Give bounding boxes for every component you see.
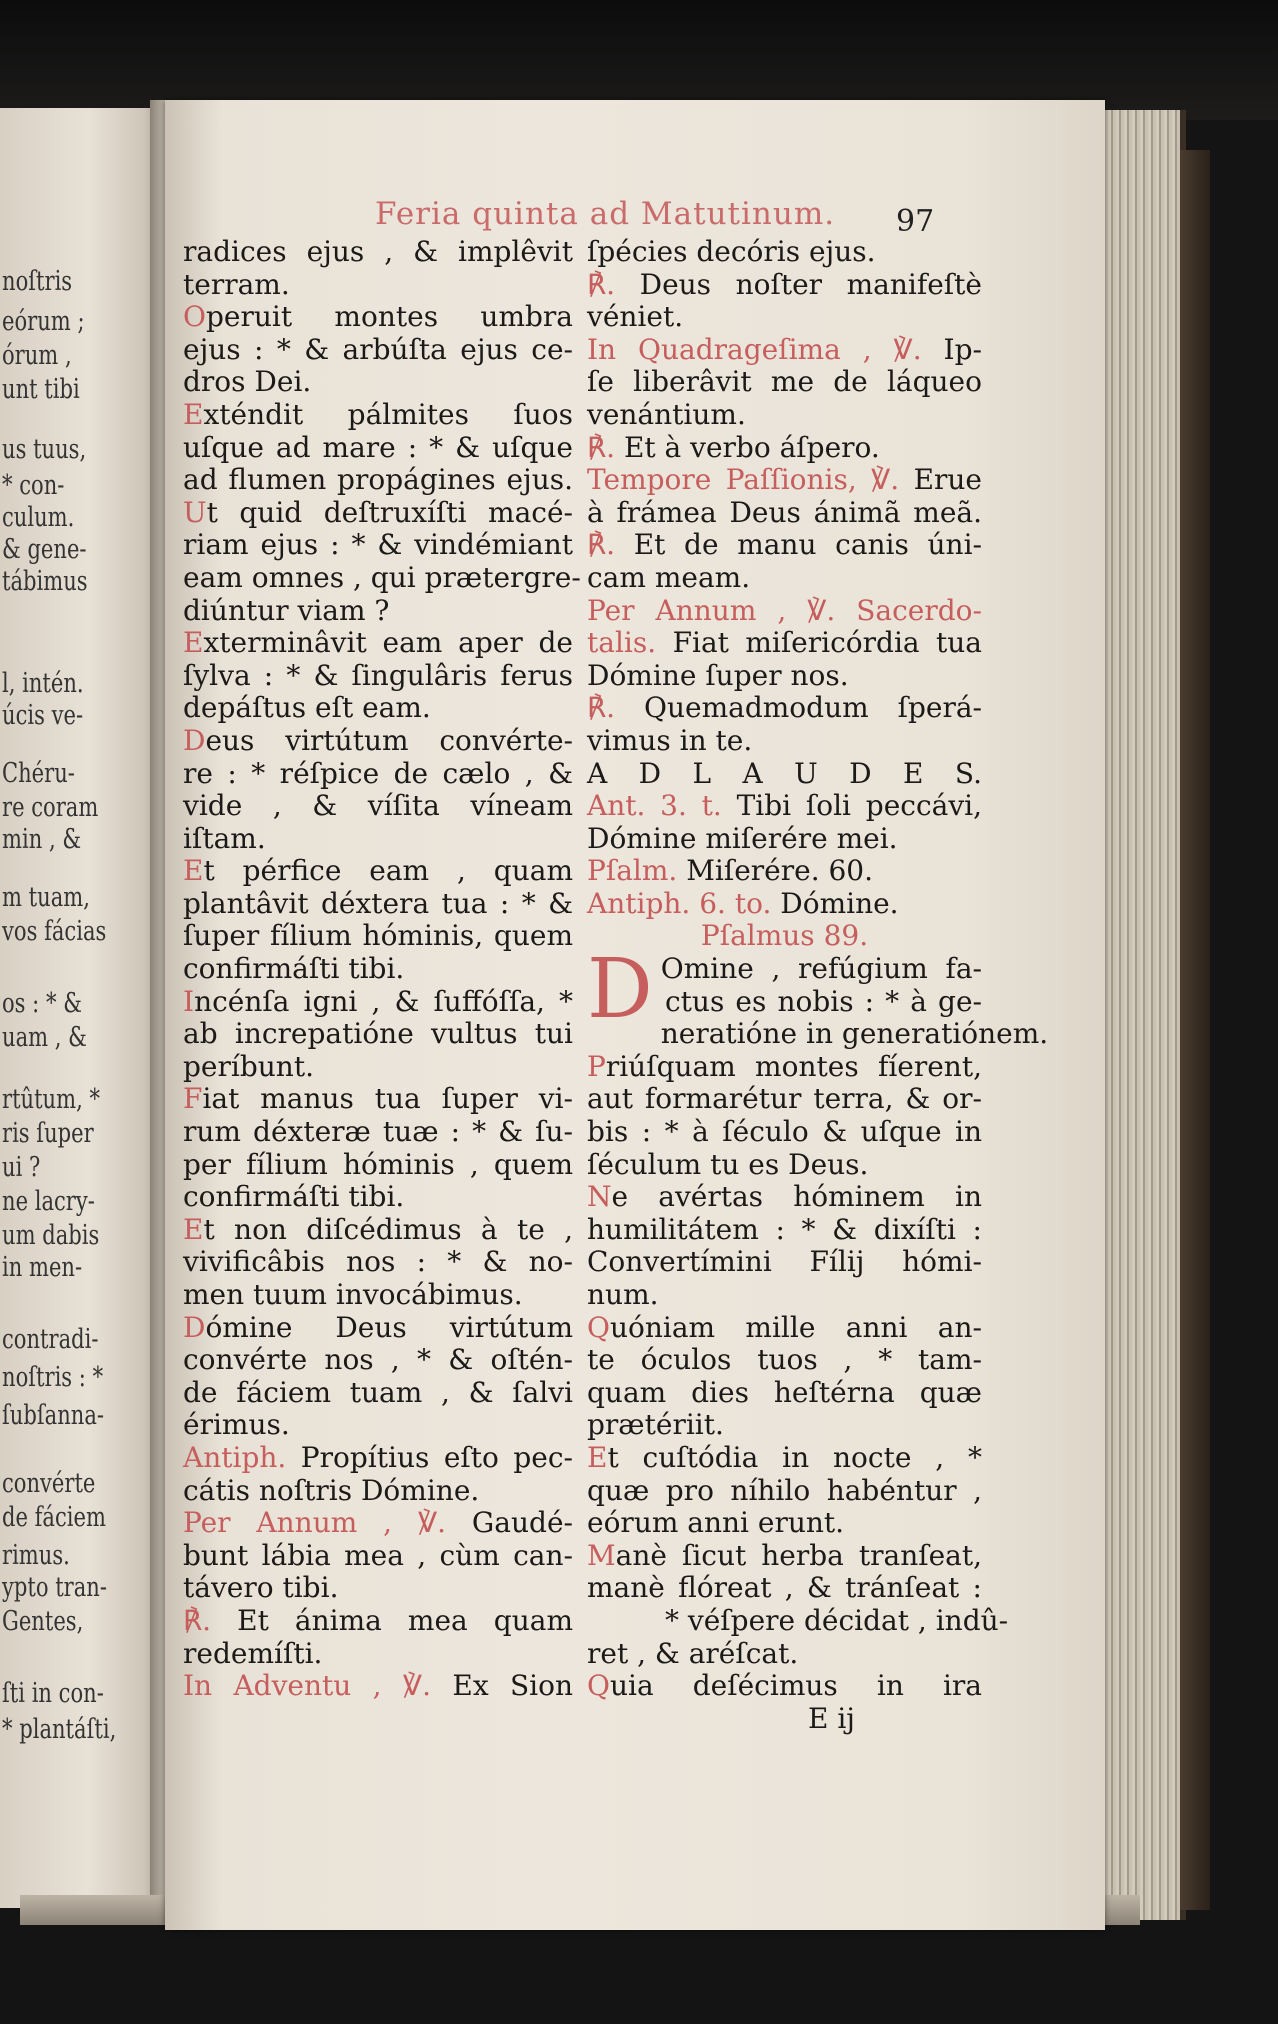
- page-number: 97: [896, 204, 935, 239]
- line-text: ejus : * & arbúſta ejus ce-: [183, 332, 573, 366]
- initial-letter: O: [183, 300, 206, 334]
- line-text: e avértas hóminem in: [611, 1180, 982, 1214]
- text-line: [183, 1181, 573, 1214]
- text-line: [183, 1605, 573, 1638]
- text-line: [183, 1279, 573, 1312]
- line-text: vivificâbis nos : * & no-: [183, 1245, 573, 1279]
- text-line: [587, 464, 982, 497]
- left-page-fragment: úcis ve-: [2, 700, 84, 731]
- text-line: [587, 529, 982, 562]
- text-line: [587, 855, 982, 888]
- text-line: [183, 236, 573, 269]
- text-line: [183, 1540, 573, 1573]
- text-line: [183, 920, 573, 953]
- book-cover: [1180, 150, 1210, 1910]
- line-text: ómine Deus virtútum: [205, 1310, 573, 1344]
- line-text: redemíſti.: [183, 1636, 323, 1670]
- left-page-fragment: convérte: [2, 1468, 96, 1499]
- rubric: ℟.: [587, 528, 616, 562]
- text-line: [183, 529, 573, 562]
- line-text: iat manus tua ſuper vi-: [202, 1082, 573, 1116]
- text-line: [183, 1149, 573, 1182]
- line-text: cátis noſtris Dómine.: [183, 1473, 480, 1507]
- rubric: Antiph.: [183, 1440, 287, 1474]
- line-text: riúſquam montes fíerent,: [605, 1049, 982, 1083]
- text-line: [183, 1312, 573, 1345]
- text-line: [183, 1083, 573, 1116]
- left-page-fragment: rtûtum, *: [2, 1084, 101, 1115]
- left-page-fragment: de fáciem: [2, 1502, 106, 1533]
- text-line: [183, 725, 573, 758]
- text-line: [183, 1475, 573, 1508]
- left-page-fragment: in men-: [2, 1252, 83, 1283]
- line-text: Ex Sion: [452, 1669, 573, 1703]
- text-line: [183, 953, 573, 986]
- text-line: [587, 1638, 982, 1671]
- left-page-fragment: ne lacry-: [2, 1186, 95, 1217]
- text-line: [587, 1116, 982, 1149]
- text-line: [587, 1149, 982, 1182]
- text-line: [587, 269, 982, 302]
- line-text: neratióne in generatiónem.: [660, 1017, 1049, 1051]
- line-text: peruit montes umbra: [205, 300, 573, 334]
- left-page-fragment: eórum ;: [2, 306, 85, 337]
- left-page-fragment: os : * &: [2, 988, 82, 1019]
- line-text: t quid deſtruxíſti macé-: [206, 495, 573, 529]
- rubric: Antiph. 6. to.: [587, 886, 772, 920]
- running-head: Feria quinta ad Matutinum.: [375, 196, 836, 232]
- drop-capital: D: [587, 942, 653, 1038]
- line-text: rum déxteræ tuæ : * & ſu-: [183, 1115, 573, 1149]
- text-line: [587, 823, 982, 856]
- text-line: [183, 1246, 573, 1279]
- text-line: [587, 366, 982, 399]
- line-text: períbunt.: [183, 1049, 314, 1083]
- text-line: [183, 660, 573, 693]
- line-text: quam dies heſtérna quæ: [587, 1375, 982, 1409]
- text-line: [183, 823, 573, 856]
- line-text: Et à verbo áſpero.: [623, 430, 880, 464]
- left-page-fragment: rimus.: [2, 1540, 70, 1571]
- line-text: confirmáſti tibi.: [183, 952, 405, 986]
- initial-letter: N: [587, 1180, 612, 1214]
- left-page-fragment: culum.: [2, 502, 75, 533]
- text-line: [183, 1670, 573, 1703]
- text-line: [183, 464, 573, 497]
- line-text: vimus in te.: [587, 723, 753, 757]
- text-line: [183, 1409, 573, 1442]
- initial-letter: E: [183, 397, 204, 431]
- text-line: [587, 562, 982, 595]
- left-page-fragment: ypto tran-: [2, 1572, 107, 1603]
- signature-mark: E ij: [808, 1702, 855, 1735]
- rubric: ℟.: [587, 691, 616, 725]
- line-text: convérte nos , * & oſtén-: [183, 1343, 573, 1377]
- text-line: [183, 301, 573, 334]
- text-line: [587, 1442, 982, 1475]
- rubric: ℟.: [587, 267, 616, 301]
- text-line: [587, 399, 982, 432]
- initial-letter: U: [183, 495, 207, 529]
- left-page-fragment: l, intén.: [2, 668, 84, 699]
- line-text: uſque ad mare : * & uſque: [183, 430, 573, 464]
- left-page-fragment: tábimus: [2, 566, 88, 597]
- text-line: [587, 236, 982, 269]
- line-text: à frámea Deus ánimã meã.: [587, 495, 982, 529]
- line-text: quæ pro níhilo habéntur ,: [587, 1473, 982, 1507]
- line-text: Propítius eſto pec-: [300, 1440, 573, 1474]
- text-line: [183, 888, 573, 921]
- line-text: ſe liberâvit me de láqueo: [587, 365, 982, 399]
- line-text: Dómine.: [780, 886, 899, 920]
- line-text: eórum anni erunt.: [587, 1506, 845, 1540]
- line-text: t non diſcédimus à te ,: [203, 1212, 573, 1246]
- line-text: A D L A U D E S.: [587, 756, 982, 790]
- text-line: [587, 1051, 982, 1084]
- text-line: [183, 1214, 573, 1247]
- text-line: [183, 790, 573, 823]
- rubric: ℟.: [183, 1603, 212, 1637]
- line-text: eus virtútum convérte-: [205, 723, 573, 757]
- left-page-fragment: ſti in con-: [2, 1678, 104, 1709]
- text-line: [183, 1344, 573, 1377]
- line-text: radices ejus , & implêvit: [183, 235, 573, 268]
- initial-letter: Q: [587, 1669, 610, 1703]
- text-line: [183, 1442, 573, 1475]
- text-line: [183, 1116, 573, 1149]
- line-text: terram.: [183, 267, 290, 301]
- line-text: aut formarétur terra, & or-: [587, 1082, 982, 1116]
- text-line: [183, 1507, 573, 1540]
- line-text: xténdit pálmites ſuos: [203, 397, 573, 431]
- text-line: [183, 1051, 573, 1084]
- text-line: [587, 1214, 982, 1247]
- text-line: [183, 432, 573, 465]
- line-text: Tibi ſoli peccávi,: [736, 789, 982, 823]
- text-line: [587, 1540, 982, 1573]
- line-text: confirmáſti tibi.: [183, 1180, 405, 1214]
- line-text: venántium.: [587, 397, 746, 431]
- line-text: men tuum invocábimus.: [183, 1278, 523, 1311]
- rubric: ℟.: [587, 430, 616, 464]
- line-text: eam omnes , qui prætergre-: [183, 560, 581, 594]
- text-line: [587, 790, 982, 823]
- text-line: [183, 560, 581, 595]
- line-text: re : * réſpice de cælo , &: [183, 756, 573, 790]
- text-line: [587, 660, 982, 693]
- left-page-fragment: re coram: [2, 792, 99, 823]
- line-text: érimus.: [183, 1408, 290, 1442]
- line-text: per fílium hóminis , quem: [183, 1147, 573, 1181]
- line-text: manè flóreat , & tránſeat :: [587, 1571, 982, 1605]
- text-line: [183, 1572, 573, 1605]
- line-text: uóniam mille anni an-: [609, 1310, 982, 1344]
- text-line: [587, 692, 982, 725]
- line-text: ctus es nobis : * à ge-: [665, 984, 982, 1018]
- text-line: [183, 1018, 573, 1051]
- initial-letter: P: [587, 1049, 606, 1083]
- line-text: Erue: [913, 463, 982, 497]
- line-text: ad flumen propágines ejus.: [183, 463, 573, 497]
- line-text: Ip-: [943, 332, 982, 366]
- line-text: ncénſa igni , & ſuffóſſa, *: [194, 984, 573, 1018]
- text-line: [183, 1638, 573, 1671]
- line-text: depáſtus eſt eam.: [183, 691, 431, 725]
- left-page-fragment: noſtris: [2, 266, 73, 297]
- line-text: Gaudé-: [471, 1506, 573, 1540]
- text-line: [587, 1181, 982, 1214]
- text-line: [587, 1409, 982, 1442]
- rubric: Pſalm.: [587, 854, 678, 888]
- line-text: ret , & aréſcat.: [587, 1636, 799, 1670]
- left-page-fragment: * plantáſti,: [2, 1714, 117, 1745]
- rubric: In Adventu , ℣.: [183, 1669, 431, 1703]
- line-text: Et de manu canis úni-: [633, 528, 983, 562]
- line-text: Convertímini Fílij hómi-: [587, 1245, 982, 1279]
- line-text: de fáciem tuam , & ſalvi: [183, 1375, 573, 1409]
- text-line: [587, 1246, 982, 1279]
- line-text: Dómine ſuper nos.: [587, 658, 849, 692]
- line-text: bis : * à ſéculo & uſque in: [587, 1115, 982, 1149]
- left-page-fragment: m tuam,: [2, 882, 90, 913]
- line-text: prætériit.: [587, 1408, 724, 1442]
- text-line: [587, 1083, 982, 1116]
- text-line: [183, 758, 573, 791]
- line-text: dros Dei.: [183, 365, 312, 399]
- line-text: távero tibi.: [183, 1571, 339, 1605]
- line-text: Fiat miſericórdia tua: [672, 626, 982, 660]
- rubric: Per Annum , ℣.: [183, 1506, 447, 1540]
- initial-letter: E: [183, 1212, 204, 1246]
- rubric: Per Annum , ℣. Sacerdo-: [587, 593, 982, 627]
- initial-letter: I: [183, 984, 195, 1018]
- left-page-fragment: & gene-: [2, 534, 87, 565]
- left-page-fragment: Chéru-: [2, 758, 75, 789]
- line-text: ſuper fílium hóminis, quem: [183, 919, 573, 953]
- rubric: In Quadrageſima , ℣.: [587, 332, 922, 366]
- text-line: [587, 1312, 982, 1345]
- initial-letter: F: [183, 1082, 203, 1116]
- line-text: Miſerére. 60.: [686, 854, 874, 888]
- text-line: [587, 1572, 982, 1605]
- initial-letter: D: [183, 1310, 206, 1344]
- text-line: [183, 692, 573, 725]
- text-line: [587, 725, 982, 758]
- rubric: Pſalmus 89.: [700, 919, 869, 953]
- text-line: [587, 301, 982, 334]
- line-text: ſéculum tu es Deus.: [587, 1147, 869, 1181]
- text-line: [587, 1475, 982, 1508]
- left-page-fragment: órum ,: [2, 340, 72, 371]
- left-page-fragment: ris ſuper: [2, 1118, 94, 1149]
- text-line: [183, 1377, 573, 1410]
- text-line: [587, 627, 982, 660]
- line-text: bunt lábia mea , cùm can-: [183, 1538, 573, 1572]
- line-text: Et ánima mea quam: [237, 1603, 573, 1637]
- initial-letter: E: [183, 626, 204, 660]
- initial-letter: M: [587, 1538, 616, 1572]
- text-line: [587, 1377, 982, 1410]
- initial-letter: E: [587, 1440, 608, 1474]
- text-line: [587, 1344, 982, 1377]
- text-line: [587, 1670, 982, 1703]
- left-page-fragment: us tuus,: [2, 434, 87, 465]
- text-line: [587, 497, 982, 530]
- left-page-fragment: noſtris : *: [2, 1362, 104, 1393]
- line-text: te óculos tuos , * tam-: [587, 1343, 982, 1377]
- line-text: Omine , refúgium fa-: [660, 952, 982, 986]
- text-line: [587, 334, 982, 367]
- rubric: Tempore Paſſionis, ℣.: [587, 463, 900, 497]
- line-text: Quemadmodum ſperá-: [644, 691, 982, 725]
- line-text: Dómine miſerére mei.: [587, 821, 898, 855]
- text-line: [587, 1507, 982, 1540]
- left-page-fragment: vos fácias: [2, 916, 107, 947]
- line-text: anè ſicut herba tranſeat,: [615, 1538, 982, 1572]
- line-text: ab increpatióne vultus tui: [183, 1017, 573, 1051]
- line-text: uia deſécimus in ira: [609, 1669, 982, 1703]
- line-text: diúntur viam ?: [183, 593, 390, 627]
- text-line: [587, 888, 982, 921]
- left-page-fragment: ui ?: [2, 1152, 41, 1183]
- line-text: t pérfice eam , quam: [203, 854, 573, 888]
- line-text: num.: [587, 1278, 659, 1311]
- line-text: riam ejus : * & vindémiant: [183, 528, 573, 562]
- line-text: t cuſtódia in nocte , *: [607, 1440, 982, 1474]
- left-page-fragment: unt tibi: [2, 374, 80, 405]
- line-text: ſpécies decóris ejus.: [587, 235, 876, 268]
- text-line: [587, 1279, 982, 1312]
- line-text: xterminâvit eam aper de: [203, 626, 573, 660]
- text-line: [183, 366, 573, 399]
- text-line: [587, 595, 982, 628]
- left-page: [0, 108, 160, 1908]
- rubric: Ant. 3. t.: [587, 789, 722, 823]
- left-page-fragment: * con-: [2, 470, 65, 501]
- line-text: humilitátem : * & dixíſti :: [587, 1212, 982, 1246]
- column-right: [587, 235, 1049, 1703]
- line-text: iſtam.: [183, 821, 266, 855]
- left-page-fragment: contradi-: [2, 1324, 99, 1355]
- left-page-fragment: um dabis: [2, 1220, 100, 1251]
- initial-letter: E: [183, 854, 204, 888]
- line-text: plantâvit déxtera tua : * &: [183, 886, 573, 920]
- left-page-fragment: min , &: [2, 824, 82, 855]
- text-line: [183, 269, 573, 302]
- column-left: [183, 235, 581, 1703]
- left-page-fragment: ſubſanna-: [2, 1400, 104, 1431]
- line-text: ſylva : * & ſingulâris ferus: [183, 658, 573, 692]
- text-line: [183, 399, 573, 432]
- rubric: talis.: [587, 626, 657, 660]
- line-text: véniet.: [587, 300, 684, 334]
- text-line: [183, 497, 573, 530]
- text-line: [587, 758, 982, 791]
- line-text: Deus noſter manifeſtè: [639, 267, 982, 301]
- initial-letter: D: [183, 723, 206, 757]
- line-text: vide , & víſita víneam: [183, 789, 573, 823]
- text-line: [183, 855, 573, 888]
- left-page-fragment: Gentes,: [2, 1606, 84, 1637]
- text-line: [587, 432, 982, 465]
- page-edges: [1100, 110, 1186, 1920]
- line-text: cam meam.: [587, 560, 751, 594]
- initial-letter: Q: [587, 1310, 610, 1344]
- text-line: [183, 334, 573, 367]
- line-text: * véſpere décidat , indû-: [665, 1603, 1009, 1637]
- text-line: [183, 627, 573, 660]
- left-page-fragment: uam , &: [2, 1022, 87, 1053]
- text-line: [183, 595, 573, 628]
- text-line: [183, 986, 573, 1019]
- text-line: [587, 1603, 1009, 1638]
